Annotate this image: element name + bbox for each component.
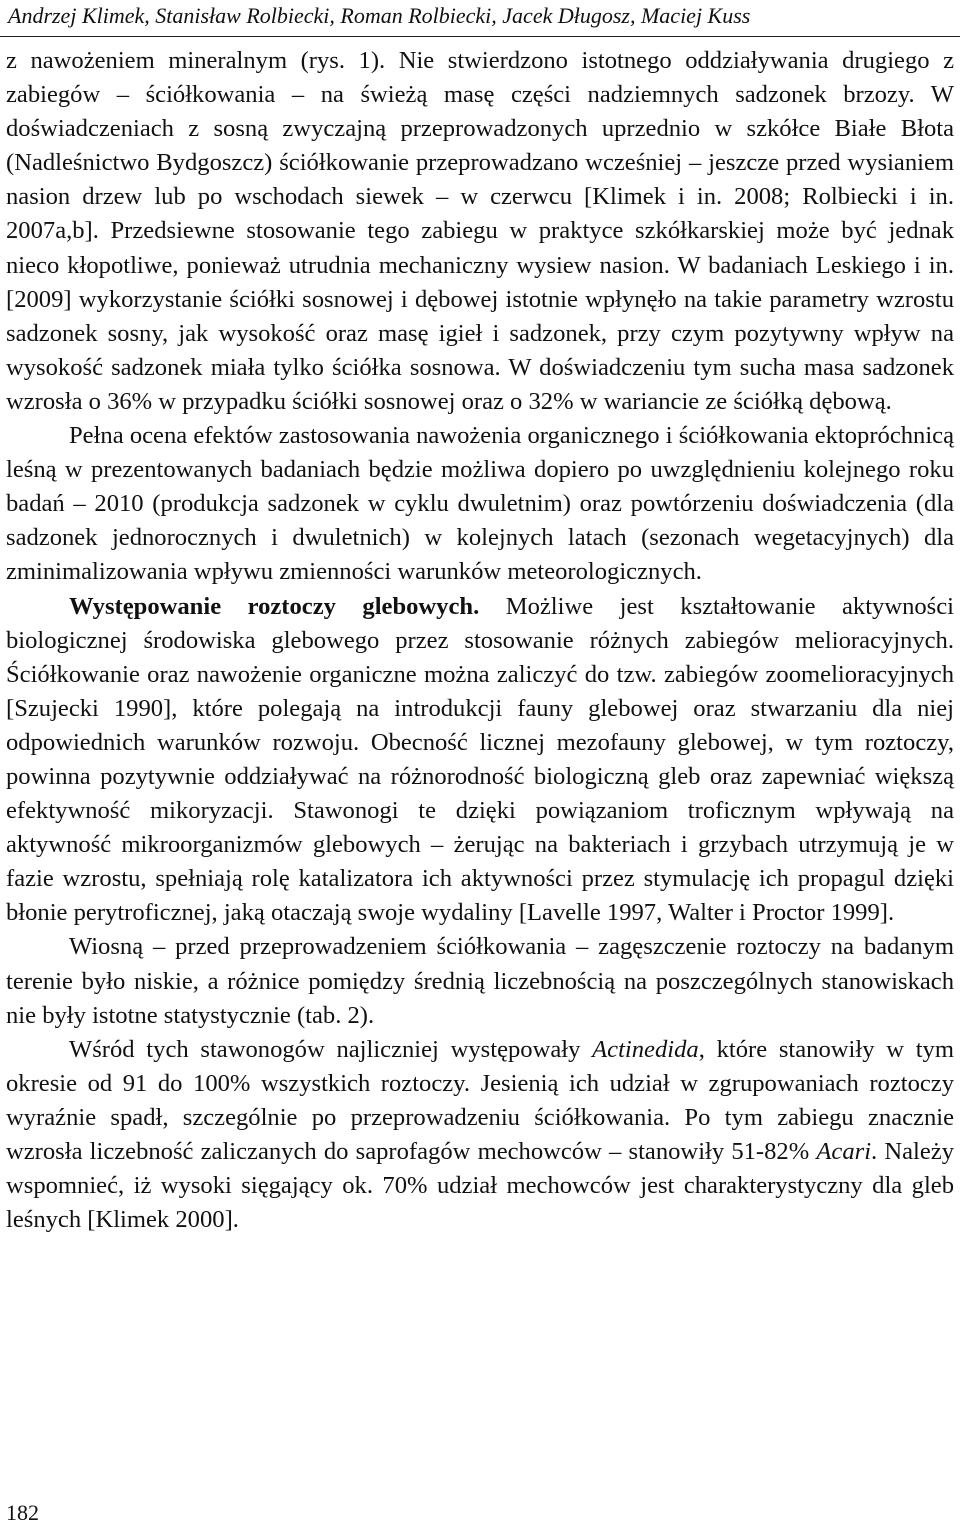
- paragraph-text: , które stanowiły w tym okresie od 91 do 100% wszystkich roztoczy. Jesienią ich udział w zgrupowaniach roztoczy wyraźnie spadł, szczególnie po przeprowadzeniu ściółkowania. Po tym zabiegu znacznie wzrosła liczebność zaliczanych do saprofagów mechowców – stanowiły 51-82%: [6, 1035, 954, 1165]
- paragraph-5: [6, 1033, 954, 1238]
- running-header: Andrzej Klimek, Stanisław Rolbiecki, Roman Rolbiecki, Jacek Długosz, Maciej Kuss: [8, 3, 751, 28]
- header-rule: [0, 36, 960, 37]
- article-body: [6, 44, 954, 1237]
- paragraph-3: [6, 590, 954, 931]
- paragraph-text: Możliwe jest kształtowanie aktywności biologicznej środowiska glebowego przez stosowanie różnych zabiegów melioracyjnych. Ściółkowanie oraz nawożenie organiczne można zaliczyć do tzw. zabiegów zoomelioracyjnych [Szujecki 1990], które polegają na introdukcji fauny glebowej oraz stwarzaniu dla niej odpowiednich warunków rozwoju. Obecność licznej mezofauny glebowej, w tym roztoczy, powinna pozytywnie oddziaływać na różnorodność biologiczną gleb oraz zapewniać większą efektywność mikoryzacji. Stawonogi te dzięki powiązaniom troficznym wpływają na aktywność mikroorganizmów glebowych – żerując na bakteriach i grzybach utrzymują je w fazie wzrostu, spełniają rolę katalizatora ich aktywności przez stymulację ich propagul dzięki błonie perytroficznej, jaką otaczają swoje wydaliny [Lavelle 1997, Walter i Proctor 1999].: [6, 592, 954, 927]
- paragraph-text: . Należy wspomnieć, iż wysoki sięgający ok. 70% udział mechowców jest charakterystyczny dla gleb leśnych [Klimek 2000].: [6, 1138, 955, 1234]
- paragraph-2: [6, 419, 954, 589]
- paragraph-text: Pełna ocena efektów zastosowania nawożenia organicznego i ściółkowania ektopróchnicą leśną w prezentowanych badaniach będzie możliwa dopiero po uwzględnieniu kolejnego roku badań – 2010 (produkcja sadzonek w cyklu dwuletnim) oraz powtórzeniu doświadczenia (dla sadzonek jednorocznych i dwuletnich) w kolejnych latach (sezonach wegetacyjnych) dla zminimalizowania wpływu zmienności warunków meteorologicznych.: [6, 422, 954, 586]
- paragraph-1: [6, 44, 954, 419]
- paragraph-text: Wiosną – przed przeprowadzeniem ściółkowania – zagęszczenie roztoczy na badanym terenie było niskie, a różnice pomiędzy średnią liczebnością na poszczególnych stanowiskach nie były istotne statystycznie (tab. 2).: [6, 933, 954, 1029]
- section-heading: Występowanie roztoczy glebowych.: [69, 592, 480, 620]
- page-number: 182: [6, 1500, 39, 1525]
- paragraph-text: z nawożeniem mineralnym (rys. 1). Nie stwierdzono istotnego oddziaływania drugiego z zabiegów – ściółkowania – na świeżą masę części nadziemnych sadzonek brzozy. W doświadczeniach z sosną zwyczajną przeprowadzonych uprzednio w szkółce Białe Błota (Nadleśnictwo Bydgoszcz) ściółkowanie przeprowadzano wcześniej – jeszcze przed wysianiem nasion drzew lub po wschodach siewek – w czerwcu [Klimek i in. 2008; Rolbiecki i in. 2007a,b]. Przedsiewne stosowanie tego zabiegu w praktyce szkółkarskiej może być jednak nieco kłopotliwe, ponieważ utrudnia mechaniczny wysiew nasion. W badaniach Leskiego i in. [2009] wykorzystanie ściółki sosnowej i dębowej istotnie wpłynęło na takie parametry wzrostu sadzonek sosny, jak wysokość oraz masę igieł i sadzonek, przy czym pozytywny wpływ na wysokość sadzonek miała tylko ściółka sosnowa. W doświadczeniu tym sucha masa sadzonek wzrosła o 36% w przypadku ściółki sosnowej oraz o 32% w wariancie ze ściółką dębową.: [6, 47, 954, 415]
- paragraph-4: [6, 930, 954, 1032]
- taxon-name: Acari: [816, 1138, 872, 1165]
- paragraph-text: Wśród tych stawonogów najliczniej występowały: [69, 1035, 593, 1063]
- taxon-name: Actinedida: [592, 1035, 699, 1063]
